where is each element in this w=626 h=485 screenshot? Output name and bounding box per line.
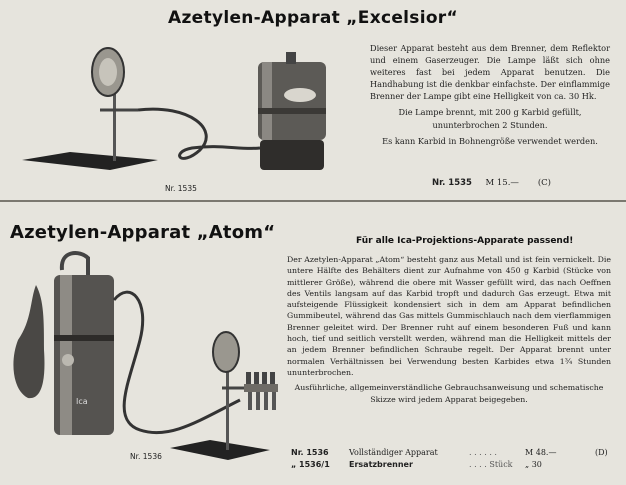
atom-price-list (291, 446, 611, 470)
atom-reflector (213, 332, 239, 372)
atom-four-burner (244, 372, 278, 410)
excelsior-title: Azetylen-Apparat „Excelsior“ (168, 8, 458, 28)
excelsior-caption: Nr. 1535 (165, 184, 197, 193)
excelsior-reflector-inner (99, 58, 117, 86)
price-value: „ 30 (525, 459, 542, 469)
excelsior-label-plate (284, 88, 316, 102)
atom-stand-rod (226, 360, 229, 450)
price-dots: . . . . Stück (469, 459, 513, 469)
price-dots: . . . . . . (469, 447, 497, 457)
price-nr: Nr. 1536 (291, 447, 329, 457)
excelsior-price (432, 178, 622, 188)
atom-base-plate (170, 440, 270, 460)
atom-can-label: Ica (76, 397, 88, 406)
excelsior-price-code: (C) (537, 178, 551, 188)
excelsior-price-nr: Nr. 1535 (432, 178, 472, 188)
atom-title: Azetylen-Apparat „Atom“ (10, 222, 276, 243)
price-value: M 48.— (525, 447, 557, 457)
atom-illustration (13, 253, 278, 460)
atom-description (287, 254, 611, 409)
section-divider (0, 200, 626, 202)
atom-description-2: Ausführliche, allgemeinverständliche Gebrauchsanweisung und schematische Skizze wird jedem Apparat beigegeben. (294, 383, 604, 404)
excelsior-description-2: Die Lampe brennt, mit 200 g Karbid gefüllt, ununterbrochen 2 Stunden. (398, 107, 582, 130)
excelsior-description-1: Dieser Apparat besteht aus dem Brenner, dem Reflektor und einem Gaserzeuger. Die Lampe läßt sich ohne weiteres fast bei jedem Apparat benutzen. Die Handhabung ist die denkbar einfachste. Der einflammige Brenner der Lampe gibt eine Helligkeit von ca. 30 Hk. (370, 43, 610, 102)
excelsior-hose (138, 109, 260, 158)
excelsior-price-value: M 15.— (485, 178, 519, 188)
excelsior-illustration (22, 48, 326, 170)
atom-description-1: Der Azetylen-Apparat „Atom“ besteht ganz aus Metall und ist fein vernickelt. Die untere Hälfte des Behälters dient zur Aufnahme von 450 g Karbid (Stücke von mittlerer Größe), während die obere mit Wasser gefüllt wird, das nach Oeffnen des Ventils langsam auf das Karbid tropft und dadurch Gas erzeugt. Etwa mit aufsteigende Flüssigkeit kondensiert sich in dem am Apparat befindlichen Gummibeutel, während das Gas mittels Gummischlauch nach dem vierflammigen Brenner geleitet wird. Der Brenner ruht auf einem besonderen Fuß und kann hoch, tief und seitlich verstellt werden, während man die Helligkeit mittels der an jedem Brenner befindlichen Schraube regelt. Der Apparat brennt unter normalen Verhältnissen bei Verwendung besten Karbides etwa 1¾ Stunden ununterbrochen. (287, 255, 611, 377)
excelsior-generator-base (260, 140, 324, 170)
atom-subtitle: Für alle Ica-Projektions-Apparate passend! (356, 236, 574, 246)
price-row (291, 446, 611, 458)
price-row (291, 458, 611, 470)
price-code: (D) (595, 447, 608, 457)
excelsior-description (370, 42, 610, 151)
atom-rubber-bag (13, 285, 44, 398)
price-name: Ersatzbrenner (349, 459, 413, 469)
price-nr: „ 1536/1 (291, 459, 330, 469)
excelsior-base-plate (22, 152, 158, 170)
excelsior-description-3: Es kann Karbid in Bohnengröße verwendet werden. (382, 135, 598, 146)
atom-caption: Nr. 1536 (130, 452, 162, 461)
price-name: Vollständiger Apparat (349, 447, 438, 457)
